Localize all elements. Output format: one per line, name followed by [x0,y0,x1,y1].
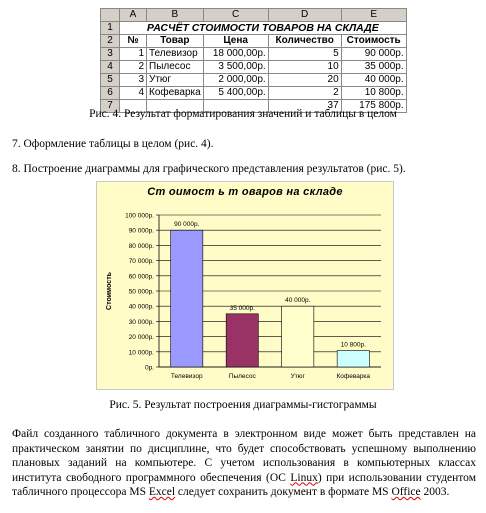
header-cell-num[interactable]: № [120,35,147,48]
row-number[interactable]: 7 [101,100,120,113]
col-header-e[interactable]: E [341,9,406,22]
cell-qty[interactable]: 2 [268,87,341,100]
cell-qty[interactable]: 5 [268,48,341,61]
chart-canvas [97,182,393,389]
data-label: 35 000р. [229,304,255,312]
paragraph-excel: Excel [148,486,176,498]
paragraph-text: 2003. [420,486,450,498]
header-cell-qty[interactable]: Количество [268,35,341,48]
x-tick-label: Кофеварка [336,373,371,380]
y-tick-label: 100 000р. [125,212,154,220]
body-paragraph [12,427,476,500]
cell-cost[interactable]: 35 000р. [341,61,406,74]
y-tick-label: 30 000р. [128,318,154,326]
table-row [101,74,407,87]
data-label: 10 800р. [340,341,366,349]
paragraph-text: ) при использовании студентом табличного процессора MS [12,471,476,498]
cell-qty[interactable]: 10 [268,61,341,74]
cell-item[interactable]: Кофеварка [147,87,204,100]
cell-cost[interactable]: 90 000р. [341,48,406,61]
cell-total-cost[interactable]: 175 800р. [341,100,406,113]
table-row [101,61,407,74]
y-tick-label: 50 000р. [128,288,154,296]
list-item-8: 8. Построение диаграммы для графического представления результатов (рис. 5). [12,163,406,175]
row-number[interactable]: 2 [101,35,120,48]
y-tick-label: 70 000р. [128,258,154,266]
paragraph-office: Office [391,486,421,498]
row-number[interactable]: 6 [101,87,120,100]
cell-cost[interactable]: 10 800р. [341,87,406,100]
cell-num[interactable]: 1 [120,48,147,61]
cell-item[interactable]: Пылесос [147,61,204,74]
col-header-b[interactable]: B [147,9,204,22]
paragraph-text: Файл созданного табличного документа в электронном виде может быть представлен на практическом занятии по дисциплине, что будет способствовать успешному выполнению плановых заданий на компьютере. С учетом использования в компьютерных классах института свободного программного обеспечения (ОС [12,428,476,484]
cell-price[interactable]: 5 400,00р. [203,87,268,100]
header-cell-price[interactable]: Цена [203,35,268,48]
data-label: 90 000р. [174,221,200,229]
col-header-d[interactable]: D [268,9,341,22]
col-header-a[interactable]: A [120,9,147,22]
figure-caption-5: Рис. 5. Результат построения диаграммы-гистограммы [109,399,377,411]
y-tick-label: 90 000р. [128,227,154,235]
cell-price[interactable]: 2 000,00р. [203,74,268,87]
cell-item[interactable]: Утюг [147,74,204,87]
bar [171,230,203,367]
header-cell-cost[interactable]: Стоимость [341,35,406,48]
bar [337,351,369,367]
y-tick-label: 80 000р. [128,242,154,250]
col-header-c[interactable]: C [203,9,268,22]
paragraph-text: следует сохранить документ в формате MS [175,486,392,498]
header-cell-item[interactable]: Товар [147,35,204,48]
cell-price[interactable]: 18 000,00р. [203,48,268,61]
cell-total-qty[interactable]: 37 [268,100,341,113]
cell-item[interactable]: Телевизор [147,48,204,61]
row-number[interactable]: 4 [101,61,120,74]
y-tick-label: 10 000р. [128,349,154,357]
y-axis-label: Стоимость [106,272,113,310]
paragraph-linux: Linux [290,471,318,484]
table-row [101,48,407,61]
spreadsheet-table [100,8,407,113]
cell-num[interactable]: 3 [120,74,147,87]
row-number[interactable]: 5 [101,74,120,87]
cell-cost[interactable]: 40 000р. [341,74,406,87]
y-tick-label: 40 000р. [128,303,154,311]
figure-caption-4: Рис. 4. Результат форматирования значений и таблицы в целом [89,108,397,120]
cell-num[interactable]: 2 [120,61,147,74]
x-tick-label: Телевизор [170,373,203,380]
corner-cell[interactable] [101,9,120,22]
data-label: 40 000р. [285,297,311,305]
x-tick-label: Утюг [290,373,305,380]
table-row [101,87,407,100]
y-tick-label: 0р. [144,364,154,372]
bar [226,314,258,367]
row-number[interactable]: 3 [101,48,120,61]
bar-chart [96,181,394,390]
chart-title: Ст оимост ь т оваров на складе [147,186,343,198]
cell-qty[interactable]: 20 [268,74,341,87]
x-tick-label: Пылесос [228,373,256,380]
sheet-title-cell[interactable]: РАСЧЁТ СТОИМОСТИ ТОВАРОВ НА СКЛАДЕ [120,22,407,35]
row-number[interactable]: 1 [101,22,120,35]
y-tick-label: 20 000р. [128,334,154,342]
cell-num[interactable]: 4 [120,87,147,100]
cell-price[interactable]: 3 500,00р. [203,61,268,74]
bar [282,306,314,367]
y-tick-label: 60 000р. [128,273,154,281]
list-item-7: 7. Оформление таблицы в целом (рис. 4). [12,138,214,150]
